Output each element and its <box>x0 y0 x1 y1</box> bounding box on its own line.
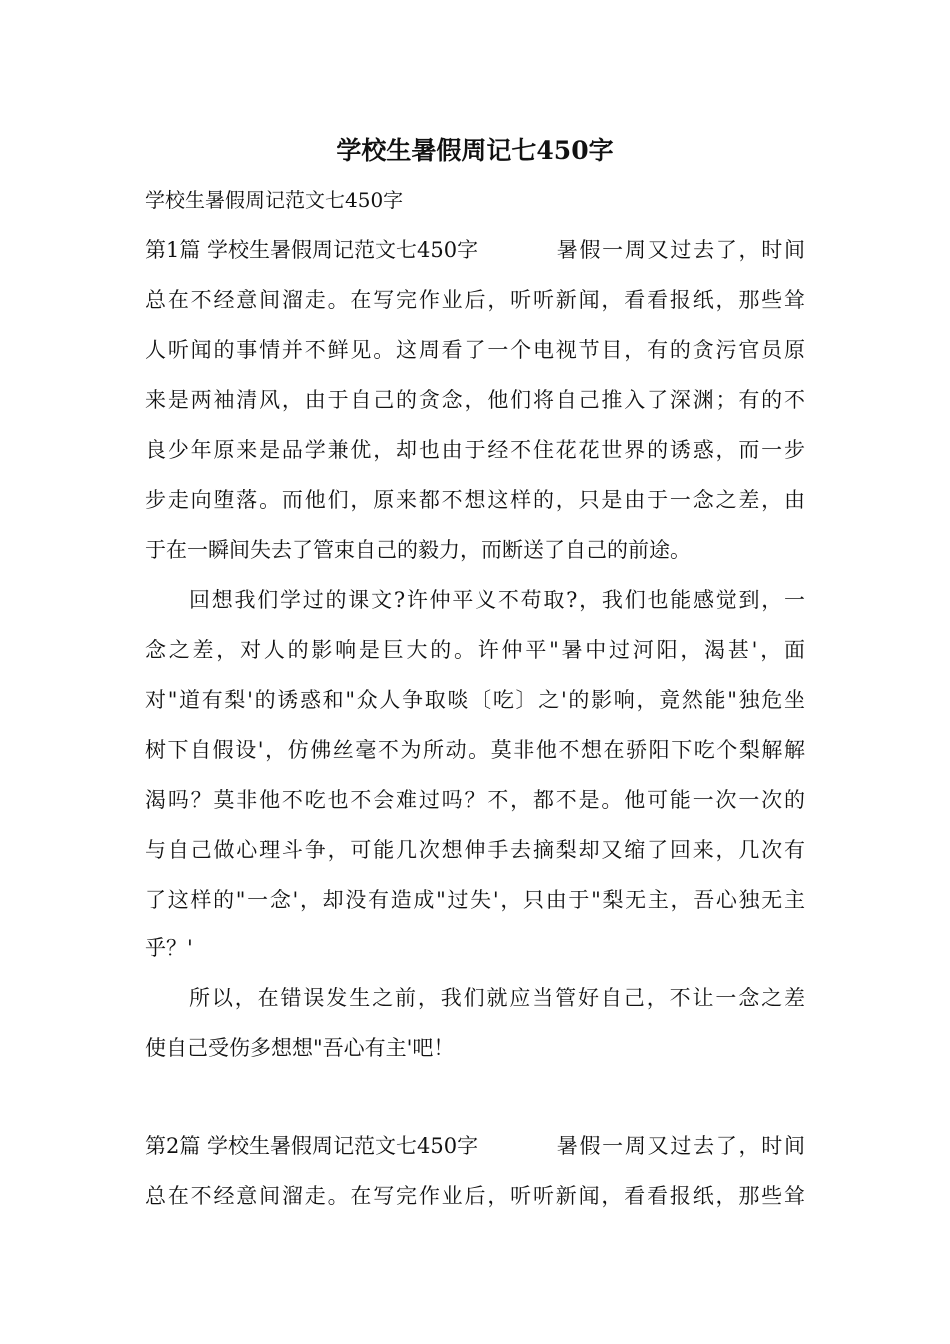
paragraph-line: 乎？' <box>145 936 193 960</box>
paragraph-line: 步走向堕落。而他们，原来都不想这样的，只是由于一念之差，由 <box>145 488 805 512</box>
paragraph-line: 使自己受伤多想想"吾心有主'吧！ <box>145 1036 455 1060</box>
paragraph-line: 念之差，对人的影响是巨大的。许仲平"暑中过河阳，渴甚'，面 <box>145 638 805 662</box>
paragraph-line: 良少年原来是品学兼优，却也由于经不住花花世界的诱惑，而一步 <box>145 438 805 462</box>
document-subtitle: 学校生暑假周记范文七450字 <box>145 188 404 212</box>
paragraph-line: 于在一瞬间失去了管束自己的毅力，而断送了自己的前途。 <box>145 538 691 562</box>
paragraph-line: 了这样的"一念'，却没有造成"过失'，只由于"梨无主，吾心独无主 <box>145 888 805 912</box>
paragraph-line: 所以，在错误发生之前，我们就应当管好自己，不让一念之差 <box>189 986 805 1010</box>
document-title: 学校生暑假周记七450字 <box>336 136 614 165</box>
article-2-first-line <box>145 1130 805 1162</box>
paragraph-line: 人听闻的事情并不鲜见。这周看了一个电视节目，有的贪污官员原 <box>145 338 805 362</box>
article-2-heading: 第2篇 学校生暑假周记范文七450字 <box>145 1134 479 1158</box>
paragraph-line: 来是两袖清风，由于自己的贪念，他们将自己推入了深渊；有的不 <box>145 388 805 412</box>
article-1-heading: 第1篇 学校生暑假周记范文七450字 <box>145 238 479 262</box>
paragraph-line: 与自己做心理斗争，可能几次想伸手去摘梨却又缩了回来，几次有 <box>145 838 805 862</box>
paragraph-line: 对"道有梨'的诱惑和"众人争取啖〔吃〕之'的影响，竟然能"独危坐 <box>145 688 805 712</box>
paragraph-line: 渴吗？莫非他不吃也不会难过吗？不，都不是。他可能一次一次的 <box>145 788 805 812</box>
article-1-first-line <box>145 234 805 266</box>
paragraph-line: 总在不经意间溜走。在写完作业后，听听新闻，看看报纸，那些耸 <box>145 1184 805 1208</box>
paragraph-line: 回想我们学过的课文?许仲平义不苟取?，我们也能感觉到，一 <box>189 588 805 612</box>
article-1-opening-text: 暑假一周又过去了，时间 <box>555 238 805 262</box>
paragraph-line: 总在不经意间溜走。在写完作业后，听听新闻，看看报纸，那些耸 <box>145 288 805 312</box>
article-2-opening-text: 暑假一周又过去了，时间 <box>555 1134 805 1158</box>
paragraph-line: 树下自假设'，仿佛丝毫不为所动。莫非他不想在骄阳下吃个梨解解 <box>145 738 805 762</box>
